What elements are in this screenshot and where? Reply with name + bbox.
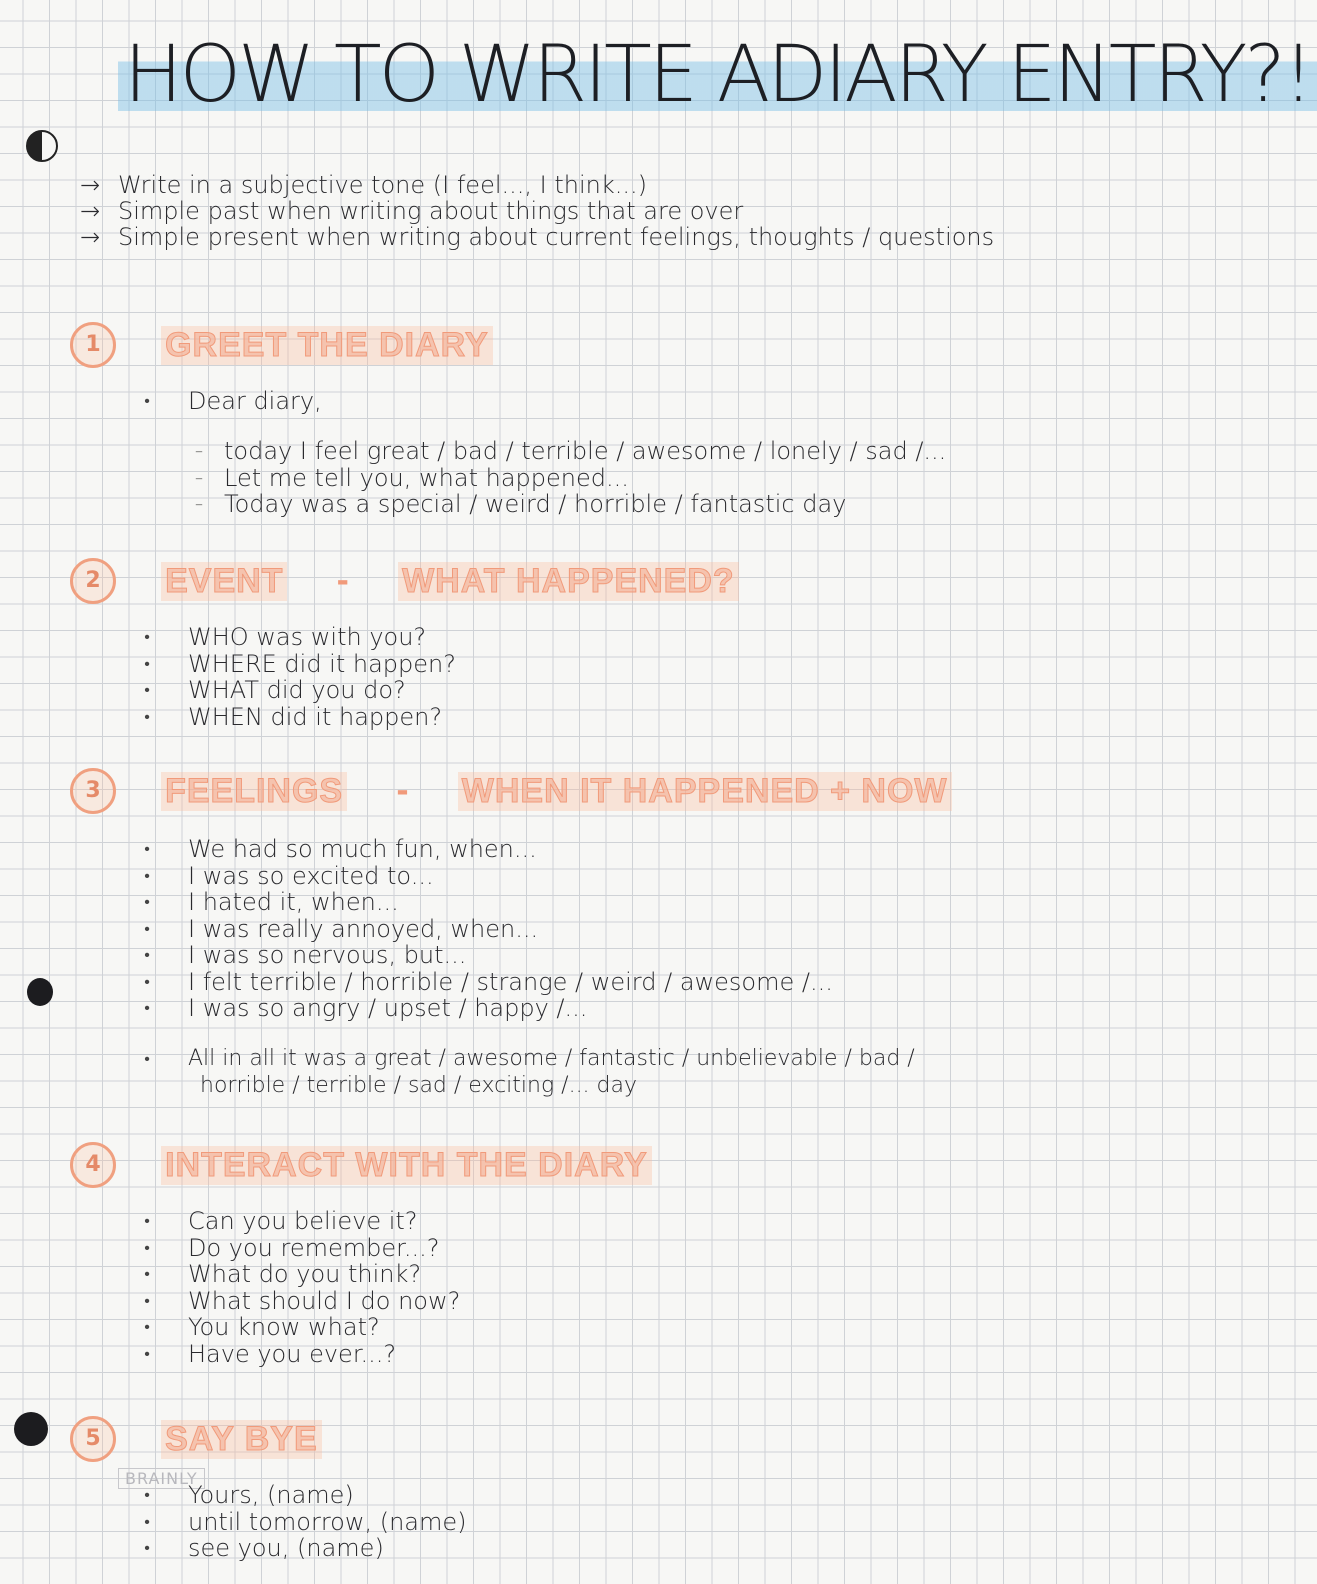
bullet-icon: • (144, 918, 150, 938)
tip-item: → Simple present when writing about current feelings, thoughts / questions (80, 223, 995, 251)
bullet-icon: • (144, 391, 150, 410)
bullet-icon: • (144, 1049, 150, 1068)
list-item: • I hated it, when... (140, 889, 1040, 916)
page-title: HOW TO WRITE ADIARY ENTRY?! (118, 30, 1048, 120)
section-2-header (70, 558, 1030, 610)
section-heading: FEELINGS (161, 772, 347, 811)
list-item: • I was so nervous, but... (140, 942, 1040, 969)
section-1-list (140, 388, 1040, 415)
bullet-icon: • (144, 627, 150, 646)
section-heading: GREET THE DIARY (161, 326, 493, 365)
dash-icon: – (195, 467, 203, 487)
bullet-icon: • (144, 1317, 150, 1336)
arrow-icon: → (80, 197, 101, 225)
section-number: 1 (70, 322, 116, 368)
tips-list (80, 172, 1040, 250)
list-item: • All in all it was a great / awesome / fantastic / unbelievable / bad / (140, 1046, 1040, 1073)
list-item: • You know what? (140, 1314, 1040, 1341)
list-item: • Can you believe it? (140, 1208, 1040, 1235)
tip-item: → Write in a subjective tone (I feel..., I think...) (80, 171, 648, 199)
section-heading: INTERACT WITH THE DIARY (161, 1146, 652, 1185)
bullet-icon: • (144, 839, 150, 858)
bullet-icon: • (144, 1264, 150, 1283)
binder-hole (14, 1412, 48, 1446)
list-item: • We had so much fun, when... (140, 836, 1040, 863)
bullet-icon: • (144, 892, 150, 911)
tip-item: → Simple past when writing about things that are over (80, 197, 744, 225)
list-item: • WHO was with you? (140, 624, 1040, 651)
section-4-header (70, 1142, 1030, 1194)
heading-separator: - (336, 563, 349, 599)
bullet-icon: • (144, 865, 150, 885)
binder-hole (27, 978, 53, 1006)
section-1-header (70, 322, 1030, 374)
section-5-list (140, 1482, 1040, 1562)
watermark-stamp: BRAINLY (118, 1468, 205, 1489)
bullet-icon: • (144, 1343, 150, 1363)
section-number: 2 (70, 558, 116, 604)
section-3-summary (140, 1046, 1040, 1099)
list-item: • I was really annoyed, when... (140, 916, 1040, 943)
list-item: • Have you ever...? (140, 1341, 1040, 1368)
heading-separator: - (396, 773, 409, 809)
section-heading: SAY BYE (161, 1420, 322, 1459)
section-number: 3 (70, 768, 116, 814)
list-item: – today I feel great / bad / terrible / awesome / lonely / sad /... (192, 438, 1032, 465)
list-item-continuation: horrible / terrible / sad / exciting /... day (200, 1072, 638, 1098)
bullet-icon: • (144, 1211, 150, 1230)
list-item: • I was so excited to... (140, 863, 1040, 890)
list-item: • Do you remember...? (140, 1235, 1040, 1262)
bullet-icon: • (144, 680, 150, 699)
bullet-icon: • (144, 1538, 150, 1557)
list-item: • I was so angry / upset / happy /... (140, 995, 1040, 1022)
dash-icon: – (195, 494, 203, 513)
list-item: • WHERE did it happen? (140, 651, 1040, 678)
list-item: • see you, (name) (140, 1535, 1040, 1562)
bullet-icon: • (144, 1237, 150, 1257)
bullet-icon: • (144, 1290, 150, 1310)
list-item: • until tomorrow, (name) (140, 1509, 1040, 1536)
list-item: • What should I do now? (140, 1288, 1040, 1315)
bullet-icon: • (144, 998, 150, 1017)
bullet-icon: • (144, 1485, 150, 1504)
section-5-header (70, 1416, 1030, 1468)
section-3-header (70, 768, 1030, 820)
section-subheading: WHAT HAPPENED? (398, 562, 739, 601)
list-item: – Let me tell you, what happened... (192, 465, 1032, 492)
list-item: • Dear diary, (140, 388, 1040, 415)
section-number: 4 (70, 1142, 116, 1188)
bullet-icon: • (144, 971, 150, 991)
arrow-icon: → (80, 223, 101, 251)
section-heading: EVENT (161, 562, 287, 601)
list-item: • I felt terrible / horrible / strange / weird / awesome /... (140, 969, 1040, 996)
list-item: • Yours, (name) (140, 1482, 1040, 1509)
bullet-icon: • (144, 945, 150, 964)
bullet-icon: • (144, 1511, 150, 1531)
section-4-list (140, 1208, 1040, 1367)
arrow-icon: → (80, 171, 101, 199)
section-number: 5 (70, 1416, 116, 1462)
list-item: • What do you think? (140, 1261, 1040, 1288)
list-item: – Today was a special / weird / horrible / fantastic day (192, 491, 1032, 518)
binder-hole-half (26, 130, 58, 162)
section-3-list (140, 836, 1040, 1022)
dash-icon: – (195, 441, 203, 460)
section-subheading: WHEN IT HAPPENED + NOW (458, 772, 952, 811)
list-item: • WHAT did you do? (140, 677, 1040, 704)
section-2-list (140, 624, 1040, 730)
section-1-sublist (192, 438, 1032, 518)
bullet-icon: • (144, 706, 150, 726)
bullet-icon: • (144, 653, 150, 673)
list-item: • WHEN did it happen? (140, 704, 1040, 731)
